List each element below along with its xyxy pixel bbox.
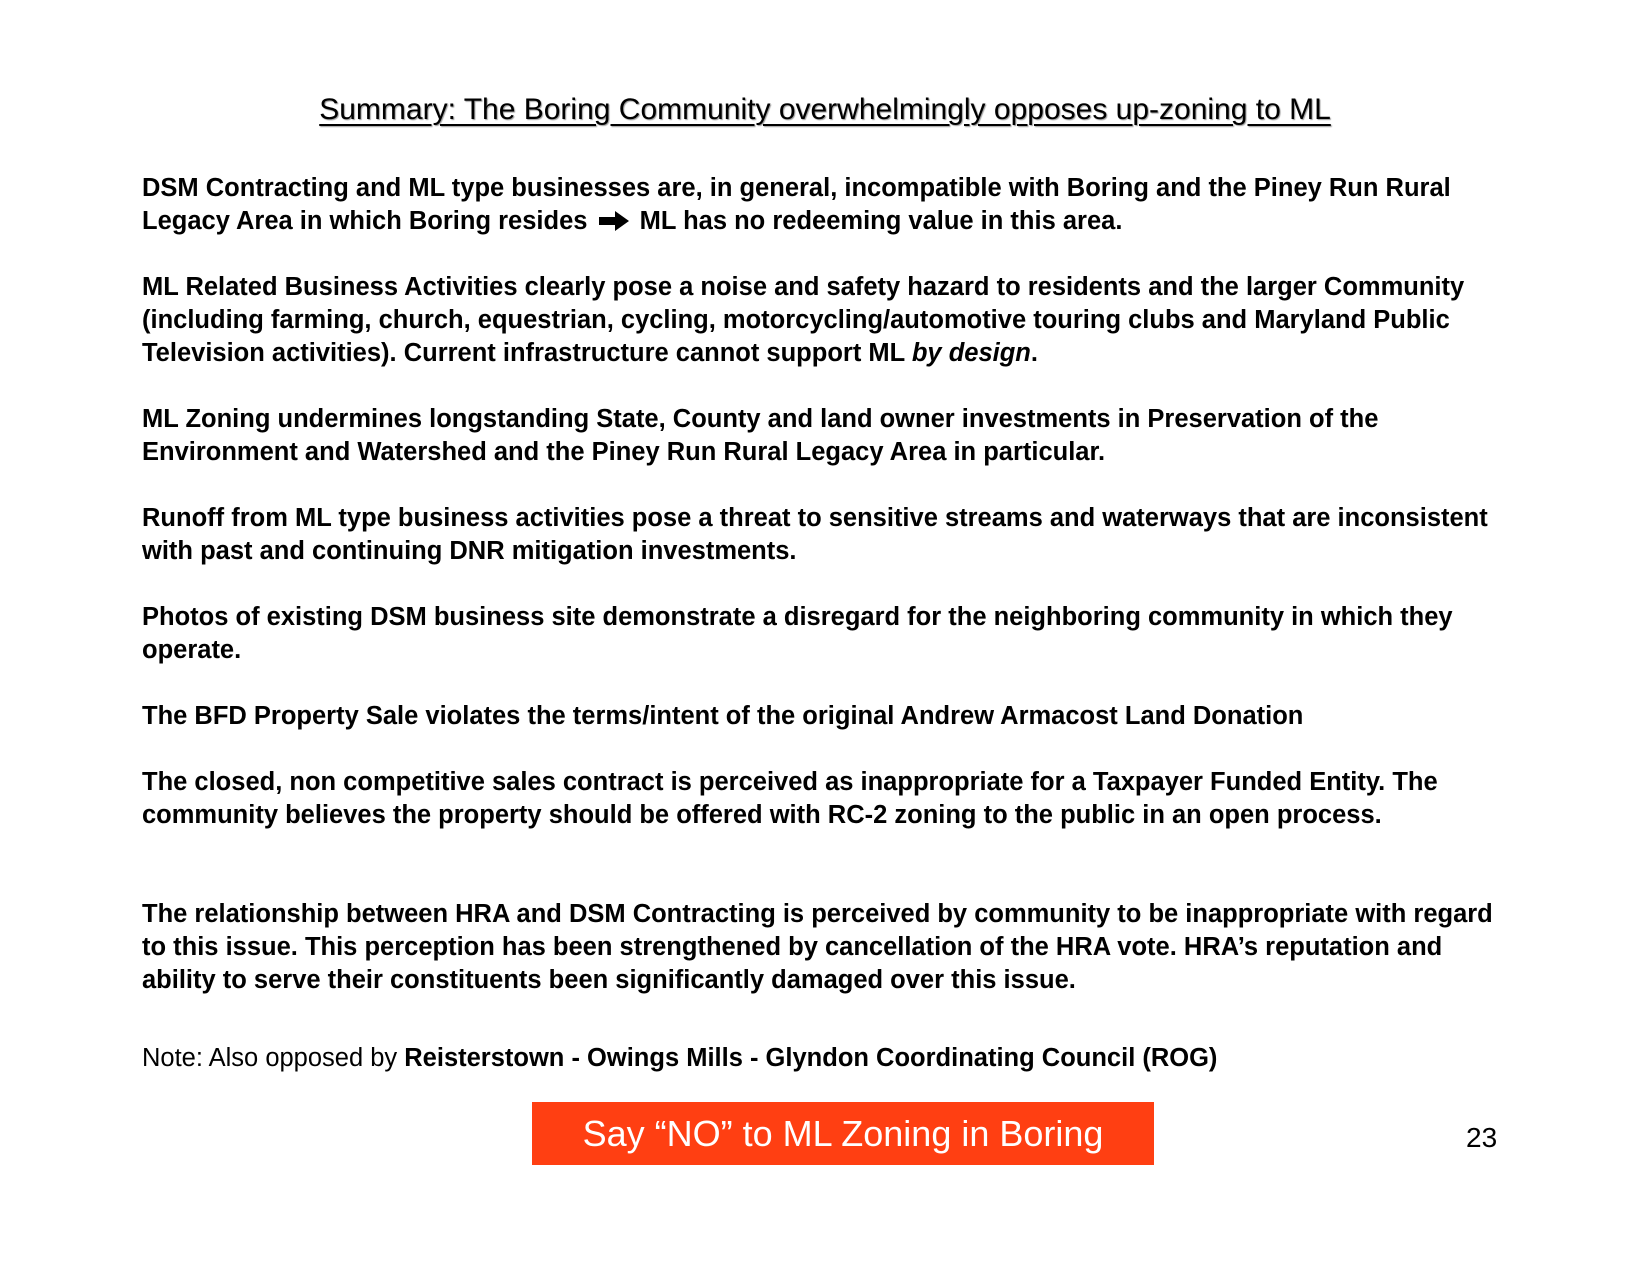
page-number: 23 [1466, 1122, 1498, 1153]
page-title: Summary: The Boring Community overwhelmingly opposes up-zoning to ML [319, 93, 1331, 126]
point-text: DSM Contracting and ML type businesses are, in general, incompatible with Boring and the Piney Run Rural Legacy Area in which Boring resides [142, 174, 1451, 235]
summary-point-runoff: Runoff from ML type business activities pose a threat to sensitive streams and waterways that are inconsistent with past and continuing DNR mitigation investments. [142, 504, 1488, 565]
summary-point-property-sale: The BFD Property Sale violates the terms/intent of the original Andrew Armacost Land Donation [142, 702, 1304, 730]
right-arrow-icon [597, 210, 631, 232]
note-organization: Reisterstown - Owings Mills - Glyndon Coordinating Council (ROG) [404, 1044, 1218, 1072]
point-text: . [1030, 339, 1038, 367]
point-emphasis: by design [911, 339, 1031, 367]
note-prefix: Note: Also opposed by [142, 1044, 405, 1072]
summary-point-sales-contract: The closed, non competitive sales contract is perceived as inappropriate for a Taxpayer Funded Entity. The community believes the property should be offered with RC-2 zoning to the public in an open process. [142, 768, 1438, 829]
point-text: ML has no redeeming value in this area. [639, 207, 1123, 235]
summary-point-hra-relationship: The relationship between HRA and DSM Contracting is perceived by community to be inappropriate with regard to this issue. This perception has been strengthened by cancellation of the HRA vote. HRA’s reputation and ability to serve their constituents been significantly damaged over this issue. [142, 900, 1493, 994]
summary-point-photos: Photos of existing DSM business site demonstrate a disregard for the neighboring community in which they operate. [142, 603, 1453, 664]
summary-point-preservation: ML Zoning undermines longstanding State, County and land owner investments in Preservation of the Environment and Watershed and the Piney Run Rural Legacy Area in particular. [142, 405, 1379, 466]
summary-point-incompatibility [142, 172, 1522, 238]
say-no-banner: Say “NO” to ML Zoning in Boring [532, 1102, 1154, 1165]
point-text: ML Related Business Activities clearly pose a noise and safety hazard to residents and the larger Community (including farming, church, equestrian, cycling, motorcycling/automotive touring clubs and Maryland Public Television activities). Current infrastructure cannot support ML [142, 273, 1465, 367]
summary-point-noise-safety [142, 271, 1522, 370]
opposition-note [142, 1042, 1217, 1075]
